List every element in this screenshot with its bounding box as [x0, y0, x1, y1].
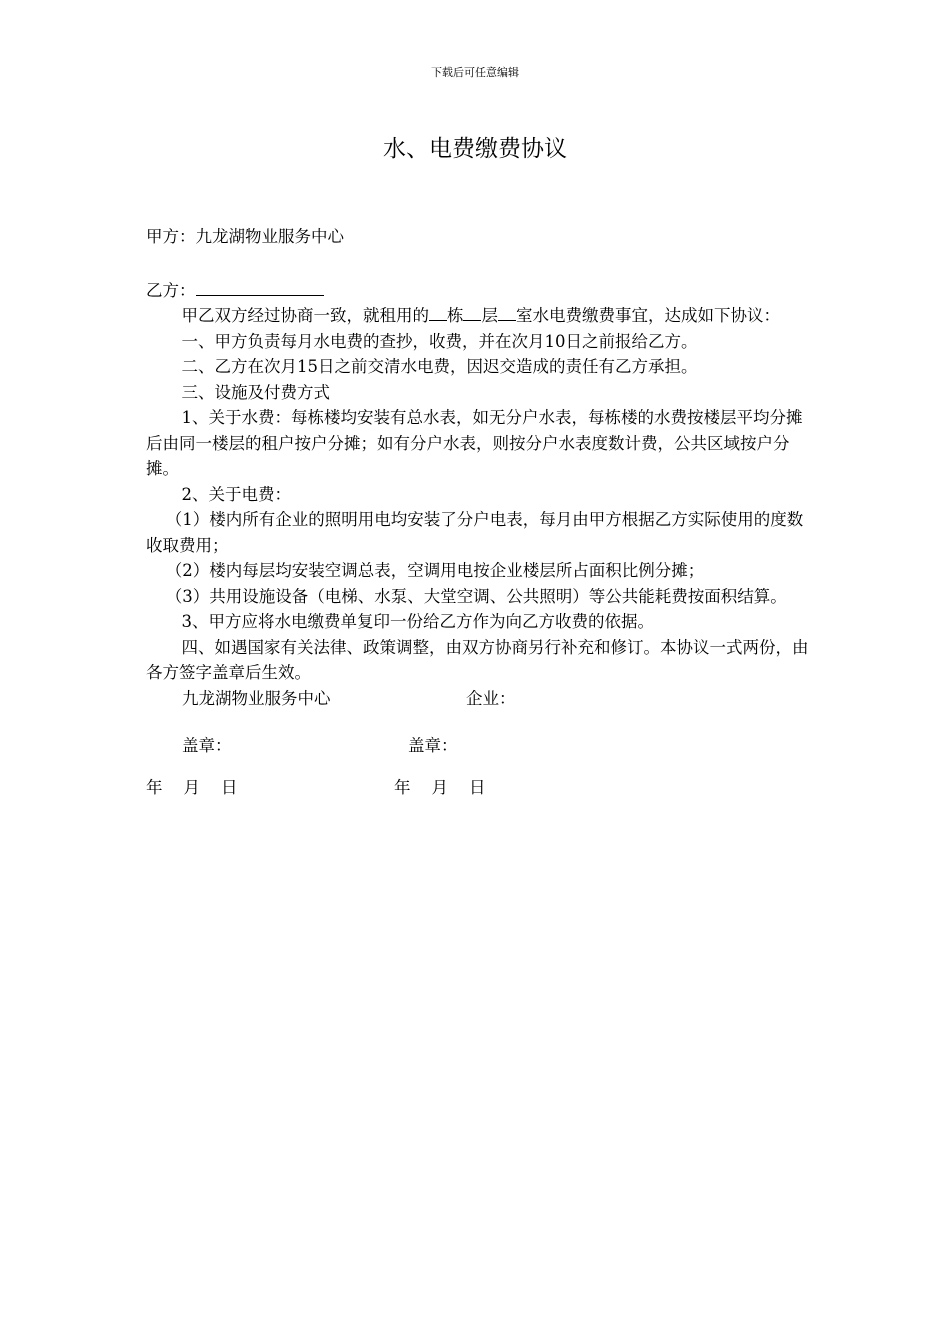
clause-3-heading: 三、设施及付费方式 — [181, 382, 330, 402]
intro-text-4: 室水电费缴费事宜，达成如下协议： — [515, 306, 780, 325]
date-right: 年 月 日 — [394, 777, 486, 797]
document-body — [146, 224, 810, 800]
room-blank — [498, 303, 516, 321]
date-left: 年 月 日 — [146, 777, 238, 797]
clause-3-electricity-item-2: （2）楼内每层均安装空调总表，空调用电按企业楼层所占面积比例分摊； — [165, 561, 705, 580]
clause-4: 四、如遇国家有关法律、政策调整，由双方协商另行补充和修订。本协议一式两份，由各方签字盖章后生效。 — [146, 637, 809, 682]
signature-org-row — [146, 686, 810, 712]
signature-left-org: 九龙湖物业服务中心 — [182, 688, 331, 708]
clause-1: 一、甲方负责每月水电费的查抄，收费，并在次月10日之前报给乙方。 — [181, 331, 698, 351]
clause-3-water: 1、关于水费：每栋楼均安装有总水表，如无分户水表，每栋楼的水费按楼层平均分摊后由同一楼层的租户按户分摊；如有分户水表，则按分户水表度数计费，公共区域按户分摊。 — [146, 408, 803, 478]
intro-text-1: 甲乙双方经过协商一致，就租用的 — [181, 306, 429, 325]
clause-3-electricity-heading: 2、关于电费： — [181, 484, 291, 504]
intro-text-2: 栋 — [446, 306, 464, 325]
signature-right-org: 企业： — [466, 688, 516, 708]
clause-3-receipt: 3、甲方应将水电缴费单复印一份给乙方作为向乙方收费的依据。 — [181, 612, 654, 631]
header-note: 下载后可任意编辑 — [431, 66, 519, 79]
seal-left: 盖章： — [182, 736, 232, 755]
intro-text-3: 层 — [481, 306, 498, 325]
building-blank — [429, 303, 447, 321]
party-b-label: 乙方： — [146, 280, 196, 300]
intro-paragraph — [146, 303, 810, 329]
seal-right: 盖章： — [408, 736, 458, 755]
clause-3-electricity-item-1: （1）楼内所有企业的照明用电均安装了分户电表，每月由甲方根据乙方实际使用的度数收取费用； — [146, 510, 804, 555]
document-title: 水、电费缴费协议 — [383, 136, 567, 162]
signature-seal-row — [146, 733, 810, 759]
signature-date-row — [146, 775, 810, 801]
floor-blank — [463, 303, 481, 321]
clause-2: 二、乙方在次月15日之前交清水电费，因迟交造成的责任有乙方承担。 — [181, 357, 698, 376]
clause-3-electricity-item-3: （3）共用设施设备（电梯、水泵、大堂空调、公共照明）等公共能耗费按面积结算。 — [165, 586, 787, 606]
party-b-line — [146, 278, 810, 304]
party-a-line: 甲方：九龙湖物业服务中心 — [146, 227, 344, 246]
party-b-blank — [196, 278, 324, 296]
